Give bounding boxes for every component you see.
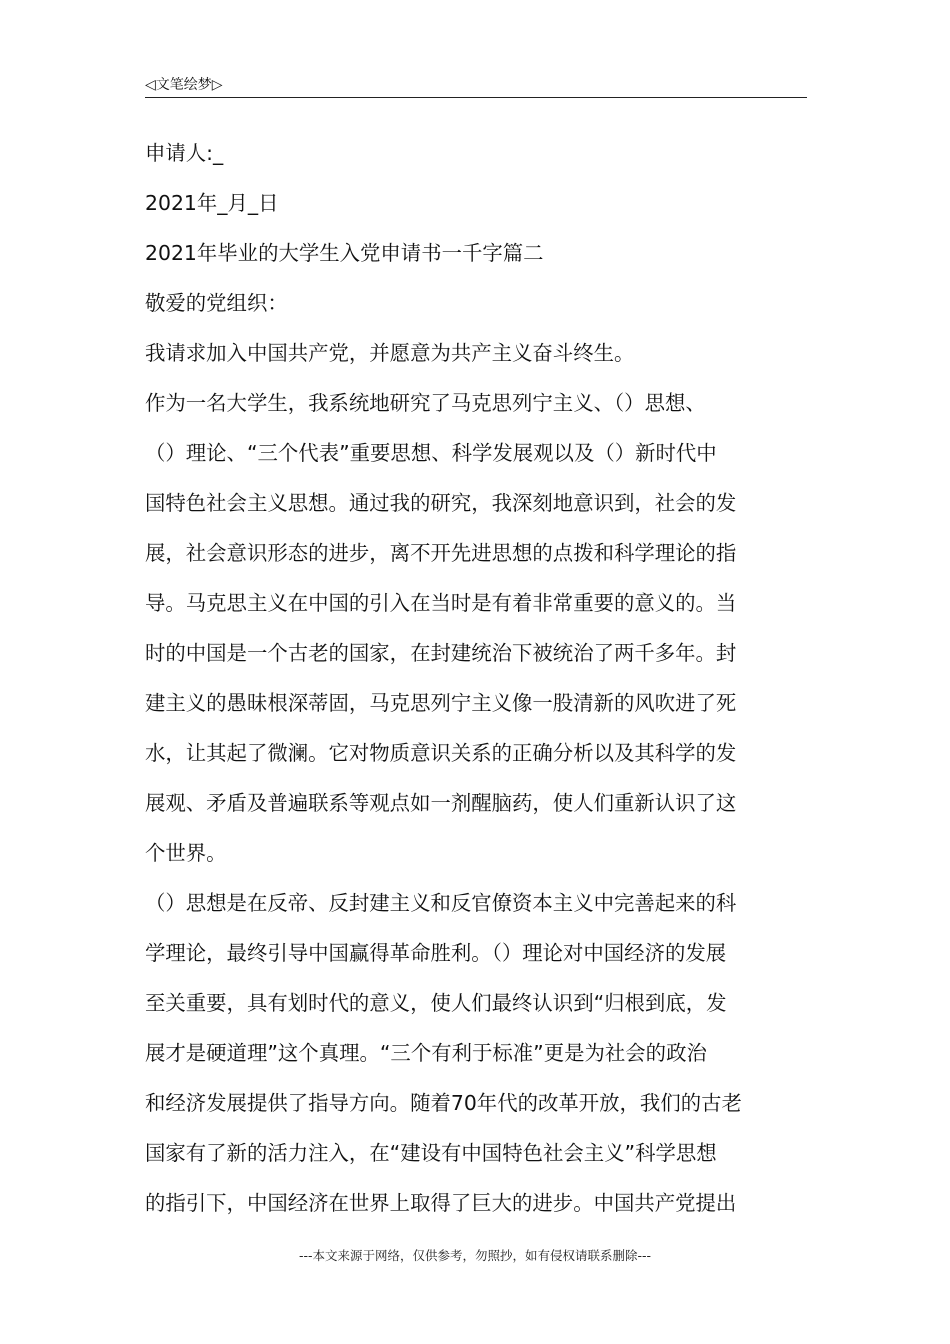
section-title: 2021年毕业的大学生入党申请书一千字篇二: [145, 241, 544, 265]
paragraph-line: 时的中国是一个古老的国家，在封建统治下被统治了两千多年。封: [145, 641, 737, 665]
paragraph-line: 展，社会意识形态的进步，离不开先进思想的点拨和科学理论的指: [145, 541, 737, 565]
paragraph-line: 的指引下，中国经济在世界上取得了巨大的进步。中国共产党提出: [145, 1191, 737, 1215]
paragraph-line: 至关重要，具有划时代的意义，使人们最终认识到“归根到底，发: [145, 991, 727, 1015]
applicant-line: 申请人:_: [145, 141, 224, 165]
paragraph-line: 国特色社会主义思想。通过我的研究，我深刻地意识到，社会的发: [145, 491, 737, 515]
paragraph-line: 作为一名大学生，我系统地研究了马克思列宁主义、（）思想、: [145, 391, 706, 415]
paragraph-line: 学理论，最终引导中国赢得革命胜利。（）理论对中国经济的发展: [145, 941, 727, 965]
paragraph-line: （）理论、“三个代表”重要思想、科学发展观以及（）新时代中: [145, 441, 717, 465]
document-header-title: ◁文笔绘梦▷: [145, 77, 223, 93]
paragraph-line: 水，让其起了微澜。它对物质意识关系的正确分析以及其科学的发: [145, 741, 737, 765]
document-body: [145, 128, 809, 1228]
paragraph-line: 展才是硬道理”这个真理。“三个有利于标准”更是为社会的政治: [145, 1041, 707, 1065]
date-line: 2021年_月_日: [145, 191, 279, 215]
paragraph-line: 展观、矛盾及普遍联系等观点如一剂醒脑药，使人们重新认识了这: [145, 791, 737, 815]
salutation: 敬爱的党组织：: [145, 291, 288, 315]
header-divider: [145, 97, 807, 98]
paragraph-line: 个世界。: [145, 841, 227, 865]
paragraph-line: （）思想是在反帝、反封建主义和反官僚资本主义中完善起来的科: [145, 891, 737, 915]
paragraph-line: 和经济发展提供了指导方向。随着70年代的改革开放，我们的古老: [145, 1091, 742, 1115]
paragraph-line: 导。马克思主义在中国的引入在当时是有着非常重要的意义的。当: [145, 591, 737, 615]
paragraph-line: 建主义的愚昧根深蒂固，马克思列宁主义像一股清新的风吹进了死: [145, 691, 737, 715]
footer-disclaimer: ---本文来源于网络，仅供参考，勿照抄，如有侵权请联系删除---: [298, 1248, 652, 1263]
paragraph-line: 我请求加入中国共产党，并愿意为共产主义奋斗终生。: [145, 341, 635, 365]
paragraph-line: 国家有了新的活力注入，在“建设有中国特色社会主义”科学思想: [145, 1141, 717, 1165]
